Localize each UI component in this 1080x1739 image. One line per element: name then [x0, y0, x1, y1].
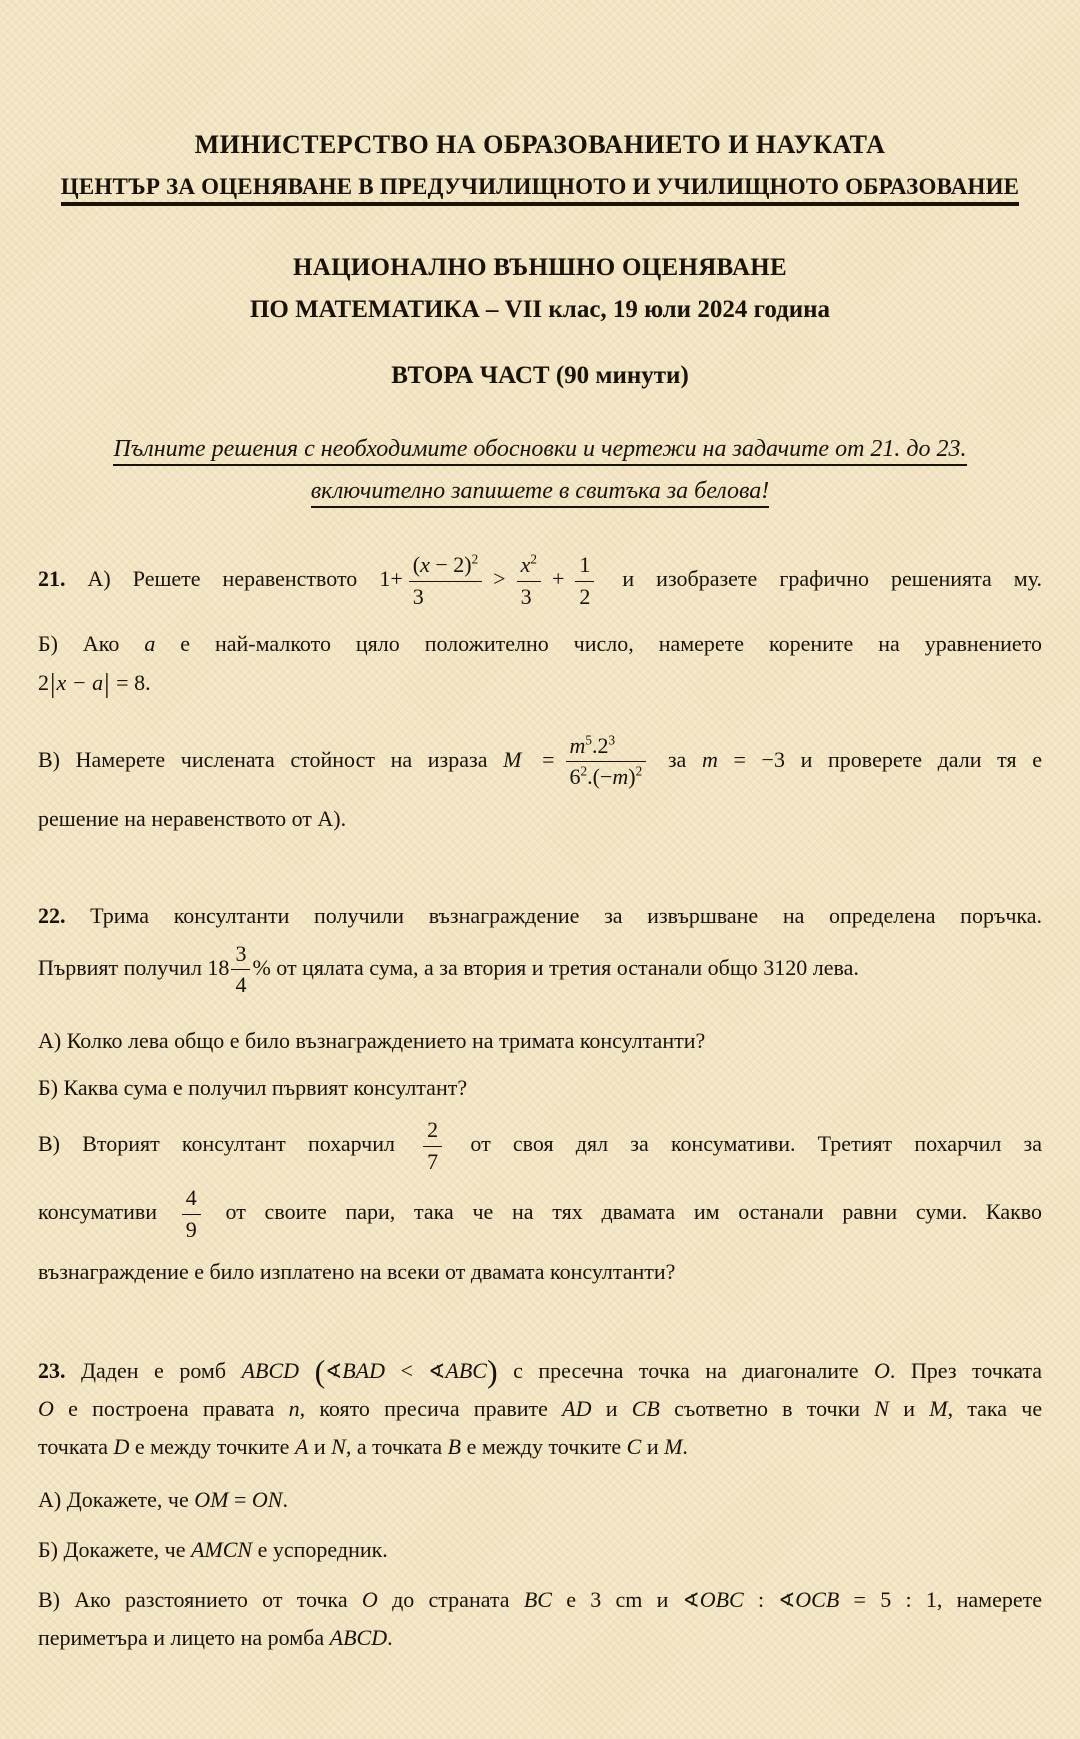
- part-title: ВТОРА ЧАСТ (90 минути): [391, 362, 689, 389]
- fraction-denominator: 9: [185, 1216, 197, 1242]
- exam-title: НАЦИОНАЛНО ВЪНШНО ОЦЕНЯВАНЕ: [292, 254, 788, 281]
- ratio-colon: :: [743, 1586, 779, 1612]
- math-var-x: x: [520, 552, 531, 577]
- fraction-m-expression: [566, 734, 647, 790]
- text-run: . През точката: [889, 1357, 1043, 1383]
- problem-21b-equation: [38, 662, 1042, 703]
- text-run: и: [313, 1433, 326, 1459]
- problem-21b-line-1: [38, 627, 1042, 660]
- problem-23b-line: [38, 1533, 1042, 1566]
- center-title: ЦЕНТЪР ЗА ОЦЕНЯВАНЕ В ПРЕДУЧИЛИЩНОТО И УЧИЛИЩНОТО ОБРАЗОВАНИЕ: [61, 174, 1019, 206]
- problem-21: [38, 551, 1042, 835]
- math-term: 1+: [379, 566, 403, 592]
- problem-22-intro-line-1: [38, 899, 1042, 932]
- text-run: с пресечна точка на диагоналите: [513, 1357, 859, 1383]
- math-var-O: O: [874, 1357, 890, 1383]
- fraction-numerator: 3: [231, 942, 250, 971]
- equation-rhs: = 8.: [110, 670, 151, 696]
- problem-22c-line-2: [38, 1184, 1042, 1244]
- math-var-ABCD: ABCD: [329, 1624, 388, 1650]
- fraction-denominator: [566, 762, 647, 790]
- math-var-a: a: [144, 631, 156, 657]
- math-var-D: D: [113, 1433, 130, 1459]
- text-run: за: [667, 746, 687, 772]
- text-run: Първият получил 18: [38, 954, 230, 980]
- text-run: и проверете дали тя е: [800, 746, 1043, 772]
- fraction-one-half: [575, 553, 594, 609]
- math-var-N: N: [874, 1395, 889, 1421]
- problem-23-intro-line-2: [38, 1392, 1042, 1425]
- math-var-BC: BC: [523, 1586, 552, 1612]
- math-var-x: x: [420, 552, 430, 577]
- text-run: и: [903, 1395, 915, 1421]
- text-run: Даден е ромб: [81, 1357, 227, 1383]
- text-run: от своя дял за консумативи. Третият похарчил за: [470, 1131, 1042, 1157]
- text-run: точката: [38, 1433, 109, 1459]
- problem-number: 22.: [38, 902, 66, 928]
- exam-subtitle: ПО МАТЕМАТИКА – VII клас, 19 юли 2024 година: [249, 296, 831, 323]
- exponent: 2: [471, 551, 479, 567]
- problem-23-intro-line-3: [38, 1430, 1042, 1463]
- problem-number: 21.: [38, 566, 66, 592]
- math-var-B: B: [447, 1433, 462, 1459]
- text-run: е 3 cm и: [566, 1586, 669, 1612]
- text-run: , така че: [947, 1395, 1043, 1421]
- math-var-N: N: [331, 1433, 346, 1459]
- math-var-O: O: [38, 1395, 54, 1421]
- text-run: консумативи: [38, 1199, 158, 1225]
- instruction-text-2: включително запишете в свитъка за белова!: [311, 478, 770, 508]
- fraction-two-sevenths: [423, 1118, 442, 1174]
- math-var-ABCD: ABCD: [241, 1357, 300, 1383]
- text-run: Трима консултанти получили възнаграждение за извършване на определена поръчка.: [90, 902, 1043, 928]
- exponent: 2: [530, 551, 537, 567]
- fraction-numerator: 1: [575, 553, 594, 582]
- abs-bar: |: [104, 667, 110, 699]
- text-run: В) Вторият консултант похарчил: [38, 1131, 395, 1157]
- problem-21a-line: [38, 551, 1042, 611]
- math-var-m: m: [569, 732, 586, 758]
- problem-21c-line-1: [38, 732, 1042, 792]
- problem-22-intro-line-2: [38, 940, 1042, 1000]
- text-run: е успоредник.: [257, 1536, 388, 1562]
- text-run: .2: [592, 732, 609, 758]
- fraction-three-quarters: [231, 942, 250, 998]
- math-var-AD: AD: [562, 1395, 592, 1421]
- math-var-OBC: OBC: [699, 1586, 744, 1612]
- fraction-denominator: 4: [235, 972, 247, 998]
- instruction-line-1: [38, 436, 1042, 463]
- text-run: периметъра и лицето на ромба: [38, 1624, 325, 1650]
- problem-21c-line-2: решение на неравенството от А).: [38, 805, 347, 831]
- math-var-BAD: BAD: [342, 1357, 385, 1383]
- fraction-denominator: 3: [520, 583, 532, 609]
- exponent: 2: [580, 763, 588, 779]
- problem-22b-line: Б) Каква сума е получил първият консултант?: [38, 1075, 468, 1100]
- text-run: А) Докажете, че: [38, 1486, 189, 1512]
- fraction-x-minus-2: [409, 553, 482, 609]
- paren-open-big: (: [314, 1352, 326, 1389]
- value-run: = −3: [717, 746, 785, 772]
- ratio-value: = 5 : 1, намерете: [839, 1586, 1043, 1612]
- problem-22c-line-3: възнаграждение е било изплатено на всеки от двамата консултанти?: [38, 1258, 676, 1284]
- math-var-ON: ON: [251, 1486, 283, 1512]
- angle-icon: ∢: [778, 1587, 796, 1612]
- math-var-OM: OM: [194, 1486, 229, 1512]
- problem-22a-line: А) Колко лева общо е било възнаграждението на тримата консултанти?: [38, 1028, 706, 1053]
- paren-open: (: [412, 552, 421, 577]
- text-run: Б) Ако: [38, 631, 120, 657]
- problem-23a-line: [38, 1483, 1042, 1516]
- math-var-OCB: OCB: [795, 1586, 840, 1612]
- fraction-denominator: 3: [412, 583, 424, 609]
- text-run: .: [682, 1433, 688, 1459]
- text-run: .(−: [587, 764, 613, 790]
- text-run: е между точките: [466, 1433, 622, 1459]
- text-run: съответно в точки: [674, 1395, 861, 1421]
- fraction-numerator: [409, 553, 482, 582]
- angle-icon: ∢: [325, 1358, 343, 1383]
- math-var-A: A: [294, 1433, 309, 1459]
- fraction-x-squared: [517, 553, 541, 609]
- problem-22c-line-1: [38, 1116, 1042, 1176]
- fraction-numerator: [517, 553, 541, 582]
- fraction-denominator: 2: [579, 583, 591, 609]
- less-than-sign: <: [384, 1357, 429, 1383]
- greater-than-sign: >: [493, 566, 506, 592]
- text-run: − 2): [429, 552, 472, 577]
- equals-sign: =: [542, 746, 555, 772]
- problem-number: 23.: [38, 1357, 66, 1383]
- text-run: В) Намерете числената стойност на израза: [38, 746, 488, 772]
- math-var-M: M: [503, 746, 522, 772]
- paren-close: ): [628, 764, 636, 790]
- instruction-text-1: Пълните решения с необходимите обосновки и чертежи на задачите от 21. до 23.: [113, 436, 966, 466]
- angle-icon: ∢: [428, 1358, 446, 1383]
- equals-sign: =: [228, 1486, 252, 1512]
- base-number: 6: [569, 764, 581, 790]
- math-expression: x − a: [56, 670, 104, 696]
- text-run: е построена правата: [68, 1395, 275, 1421]
- math-var-n: n: [288, 1395, 300, 1421]
- problem-23c-line-2: [38, 1621, 1042, 1654]
- math-var-m: m: [612, 764, 629, 790]
- text-run: и: [605, 1395, 618, 1421]
- text-run: е най-малкото цяло положително число, намерете корените на уравнението: [180, 631, 1043, 657]
- math-var-m: m: [701, 746, 718, 772]
- problem-23-intro-line-1: [38, 1354, 1042, 1387]
- text-run: В) Ако разстоянието от точка: [38, 1586, 348, 1612]
- fraction-numerator: 2: [423, 1118, 442, 1147]
- angle-icon: ∢: [682, 1587, 700, 1612]
- text-run: .: [282, 1486, 288, 1512]
- text-run: А) Решете неравенството: [87, 566, 358, 592]
- problem-23c-line-1: [38, 1583, 1042, 1616]
- fraction-four-ninths: [182, 1186, 201, 1242]
- math-var-C: C: [626, 1433, 642, 1459]
- math-var-CB: CB: [631, 1395, 660, 1421]
- abs-bar: |: [50, 667, 56, 699]
- math-var-ABC: ABC: [445, 1357, 487, 1383]
- problem-22: [38, 899, 1042, 1288]
- text-run: .: [387, 1624, 393, 1650]
- math-var-M: M: [664, 1433, 683, 1459]
- problem-23: [38, 1354, 1042, 1654]
- coefficient: 2: [38, 670, 49, 696]
- instruction-line-2: [38, 478, 1042, 505]
- exponent: 3: [608, 732, 616, 748]
- paren-close-big: ): [486, 1352, 498, 1389]
- ministry-title: МИНИСТЕРСТВО НА ОБРАЗОВАНИЕТО И НАУКАТА: [194, 130, 886, 159]
- math-var-O: O: [361, 1586, 378, 1612]
- fraction-denominator: 7: [427, 1148, 439, 1174]
- text-run: и: [646, 1433, 659, 1459]
- fraction-numerator: [566, 734, 647, 763]
- math-var-AMCN: AMCN: [190, 1536, 253, 1562]
- text-run: и изобразете графично решенията му.: [622, 566, 1043, 592]
- text-run: , която пресича правите: [299, 1395, 548, 1421]
- text-run: , а точката: [345, 1433, 443, 1459]
- exponent: 2: [635, 763, 643, 779]
- plus-sign: +: [551, 566, 565, 592]
- exponent: 5: [585, 732, 593, 748]
- center-title-line: [38, 174, 1042, 200]
- text-run: Б) Докажете, че: [38, 1536, 186, 1562]
- text-run: до страната: [392, 1586, 510, 1612]
- text-run: от своите пари, така че на тях двамата им останали равни суми. Какво: [225, 1199, 1043, 1225]
- text-run: % от цялата сума, а за втория и третия останали общо 3120 лева.: [252, 954, 859, 980]
- text-run: е между точките: [134, 1433, 290, 1459]
- fraction-numerator: 4: [182, 1186, 201, 1215]
- math-var-M: M: [929, 1395, 948, 1421]
